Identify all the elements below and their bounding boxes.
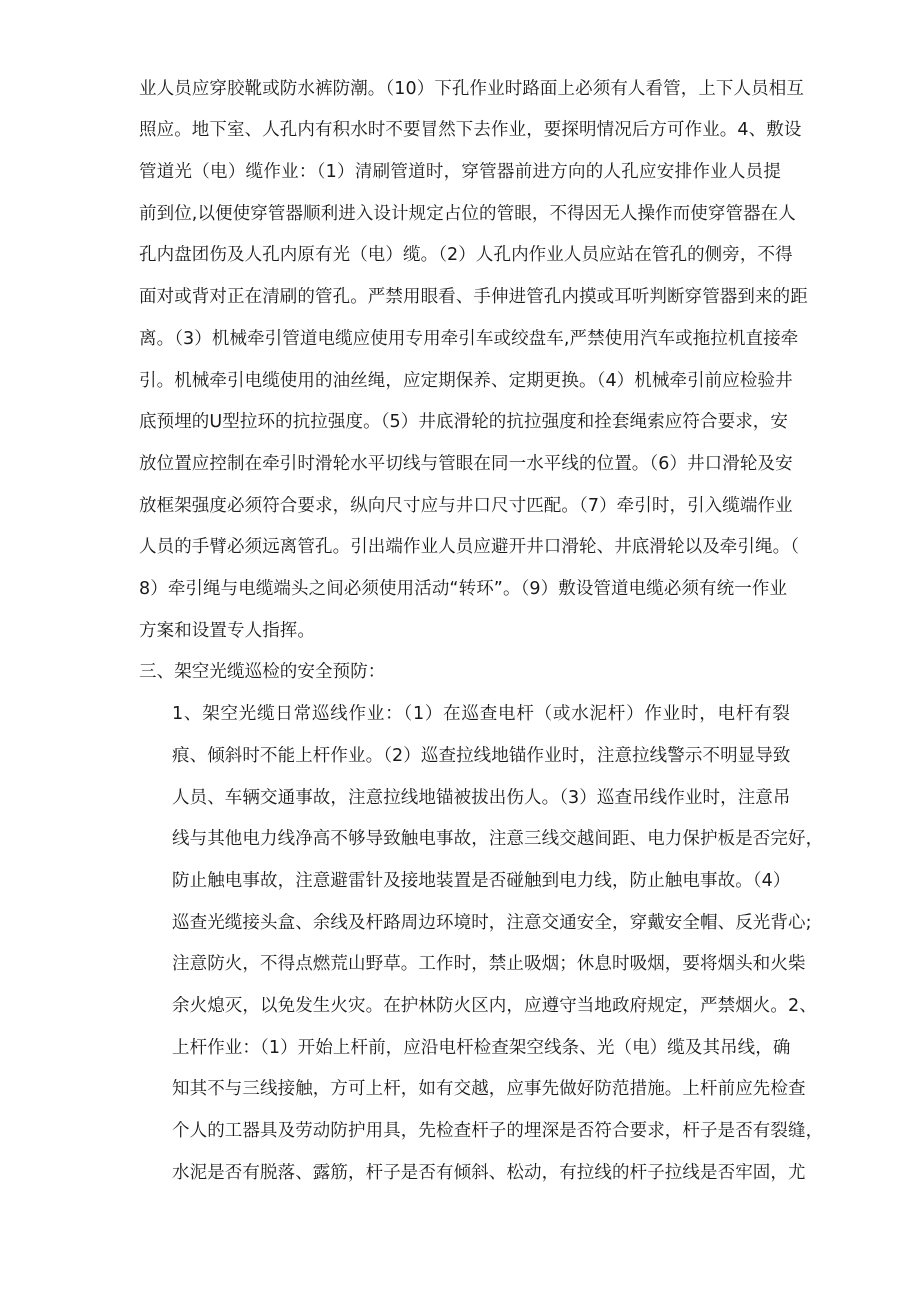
section-text-line: 水泥是否有脱落、露筋，杆子是否有倾斜、松动，有拉线的杆子拉线是否牢固，尤 [172, 1163, 806, 1183]
body-text-line: 照应。地下室、人孔内有积水时不要冒然下去作业，要探明情况后方可作业。4、敷设 [139, 120, 802, 140]
body-text-line: 业人员应穿胶靴或防水裤防潮。（10）下孔作业时路面上必须有人看管，上下人员相互 [139, 79, 804, 99]
body-text-line: 底预埋的U型拉环的抗拉强度。（5）井底滑轮的抗拉强度和拴套绳索应符合要求，安 [139, 412, 788, 432]
section-text-line: 注意防火，不得点燃荒山野草。工作时，禁止吸烟；休息时吸烟，要将烟头和火柴 [172, 954, 806, 974]
body-text-line: 离。（3）机械牵引管道电缆应使用专用牵引车或绞盘车,严禁使用汽车或拖拉机直接牵 [139, 329, 799, 349]
section-text-line: 余火熄灭，以免发生火灾。在护林防火区内，应遵守当地政府规定，严禁烟火。2、 [172, 996, 817, 1016]
body-text-line: 8）牵引绳与电缆端头之间必须使用活动“转环”。（9）敷设管道电缆必须有统一作业 [139, 579, 788, 599]
section-text-line: 痕、倾斜时不能上杆作业。（2）巡查拉线地锚作业时，注意拉线警示不明显导致 [172, 746, 791, 766]
body-text-line: 人员的手臂必须远离管孔。引出端作业人员应避开井口滑轮、井底滑轮以及牵引绳。（ [139, 537, 800, 557]
section-text-line: 知其不与三线接触，方可上杆，如有交越，应事先做好防范措施。上杆前应先检查 [172, 1079, 806, 1099]
body-text-line: 面对或背对正在清刷的管孔。严禁用眼看、手伸进管孔内摸或耳听判断穿管器到来的距 [139, 287, 808, 307]
section-text-line: 上杆作业：（1）开始上杆前，应沿电杆检查架空线条、光（电）缆及其吊线，确 [172, 1038, 791, 1058]
section-text-line: 线与其他电力线净高不够导致触电事故，注意三线交越间距、电力保护板是否完好， [172, 829, 824, 849]
section-heading: 三、架空光缆巡检的安全预防： [139, 662, 386, 682]
body-text-line: 放位置应控制在牵引时滑轮水平切线与管眼在同一水平线的位置。（6）井口滑轮及安 [139, 454, 793, 474]
section-text-line: 巡查光缆接头盒、余线及杆路周边环境时，注意交通安全，穿戴安全帽、反光背心; [172, 913, 812, 933]
body-text-line: 方案和设置专人指挥。 [139, 621, 315, 641]
body-text-line: 前到位,以便使穿管器顺利进入设计规定占位的管眼，不得因无人操作而使穿管器在人 [139, 204, 796, 224]
section-text-line: 1、架空光缆日常巡线作业：（1）在巡查电杆（或水泥杆）作业时，电杆有裂 [172, 704, 790, 724]
body-text-line: 引。机械牵引电缆使用的油丝绳，应定期保养、定期更换。（4）机械牵引前应检验井 [139, 371, 793, 391]
body-text-line: 孔内盘团伤及人孔内原有光（电）缆。（2）人孔内作业人员应站在管孔的侧旁，不得 [139, 245, 793, 265]
section-text-line: 个人的工器具及劳动防护用具，先检查杆子的埋深是否符合要求，杆子是否有裂缝， [172, 1121, 824, 1141]
body-text-line: 管道光（电）缆作业：（1）清刷管道时，穿管器前进方向的人孔应安排作业人员提 [139, 162, 781, 182]
body-text-line: 放框架强度必须符合要求，纵向尺寸应与井口尺寸匹配。（7）牵引时，引入缆端作业 [139, 496, 793, 516]
section-text-line: 防止触电事故，注意避雷针及接地装置是否碰触到电力线，防止触电事故。（4） [172, 871, 791, 891]
section-text-line: 人员、车辆交通事故，注意拉线地锚被拔出伤人。（3）巡查吊线作业时，注意吊 [172, 788, 791, 808]
